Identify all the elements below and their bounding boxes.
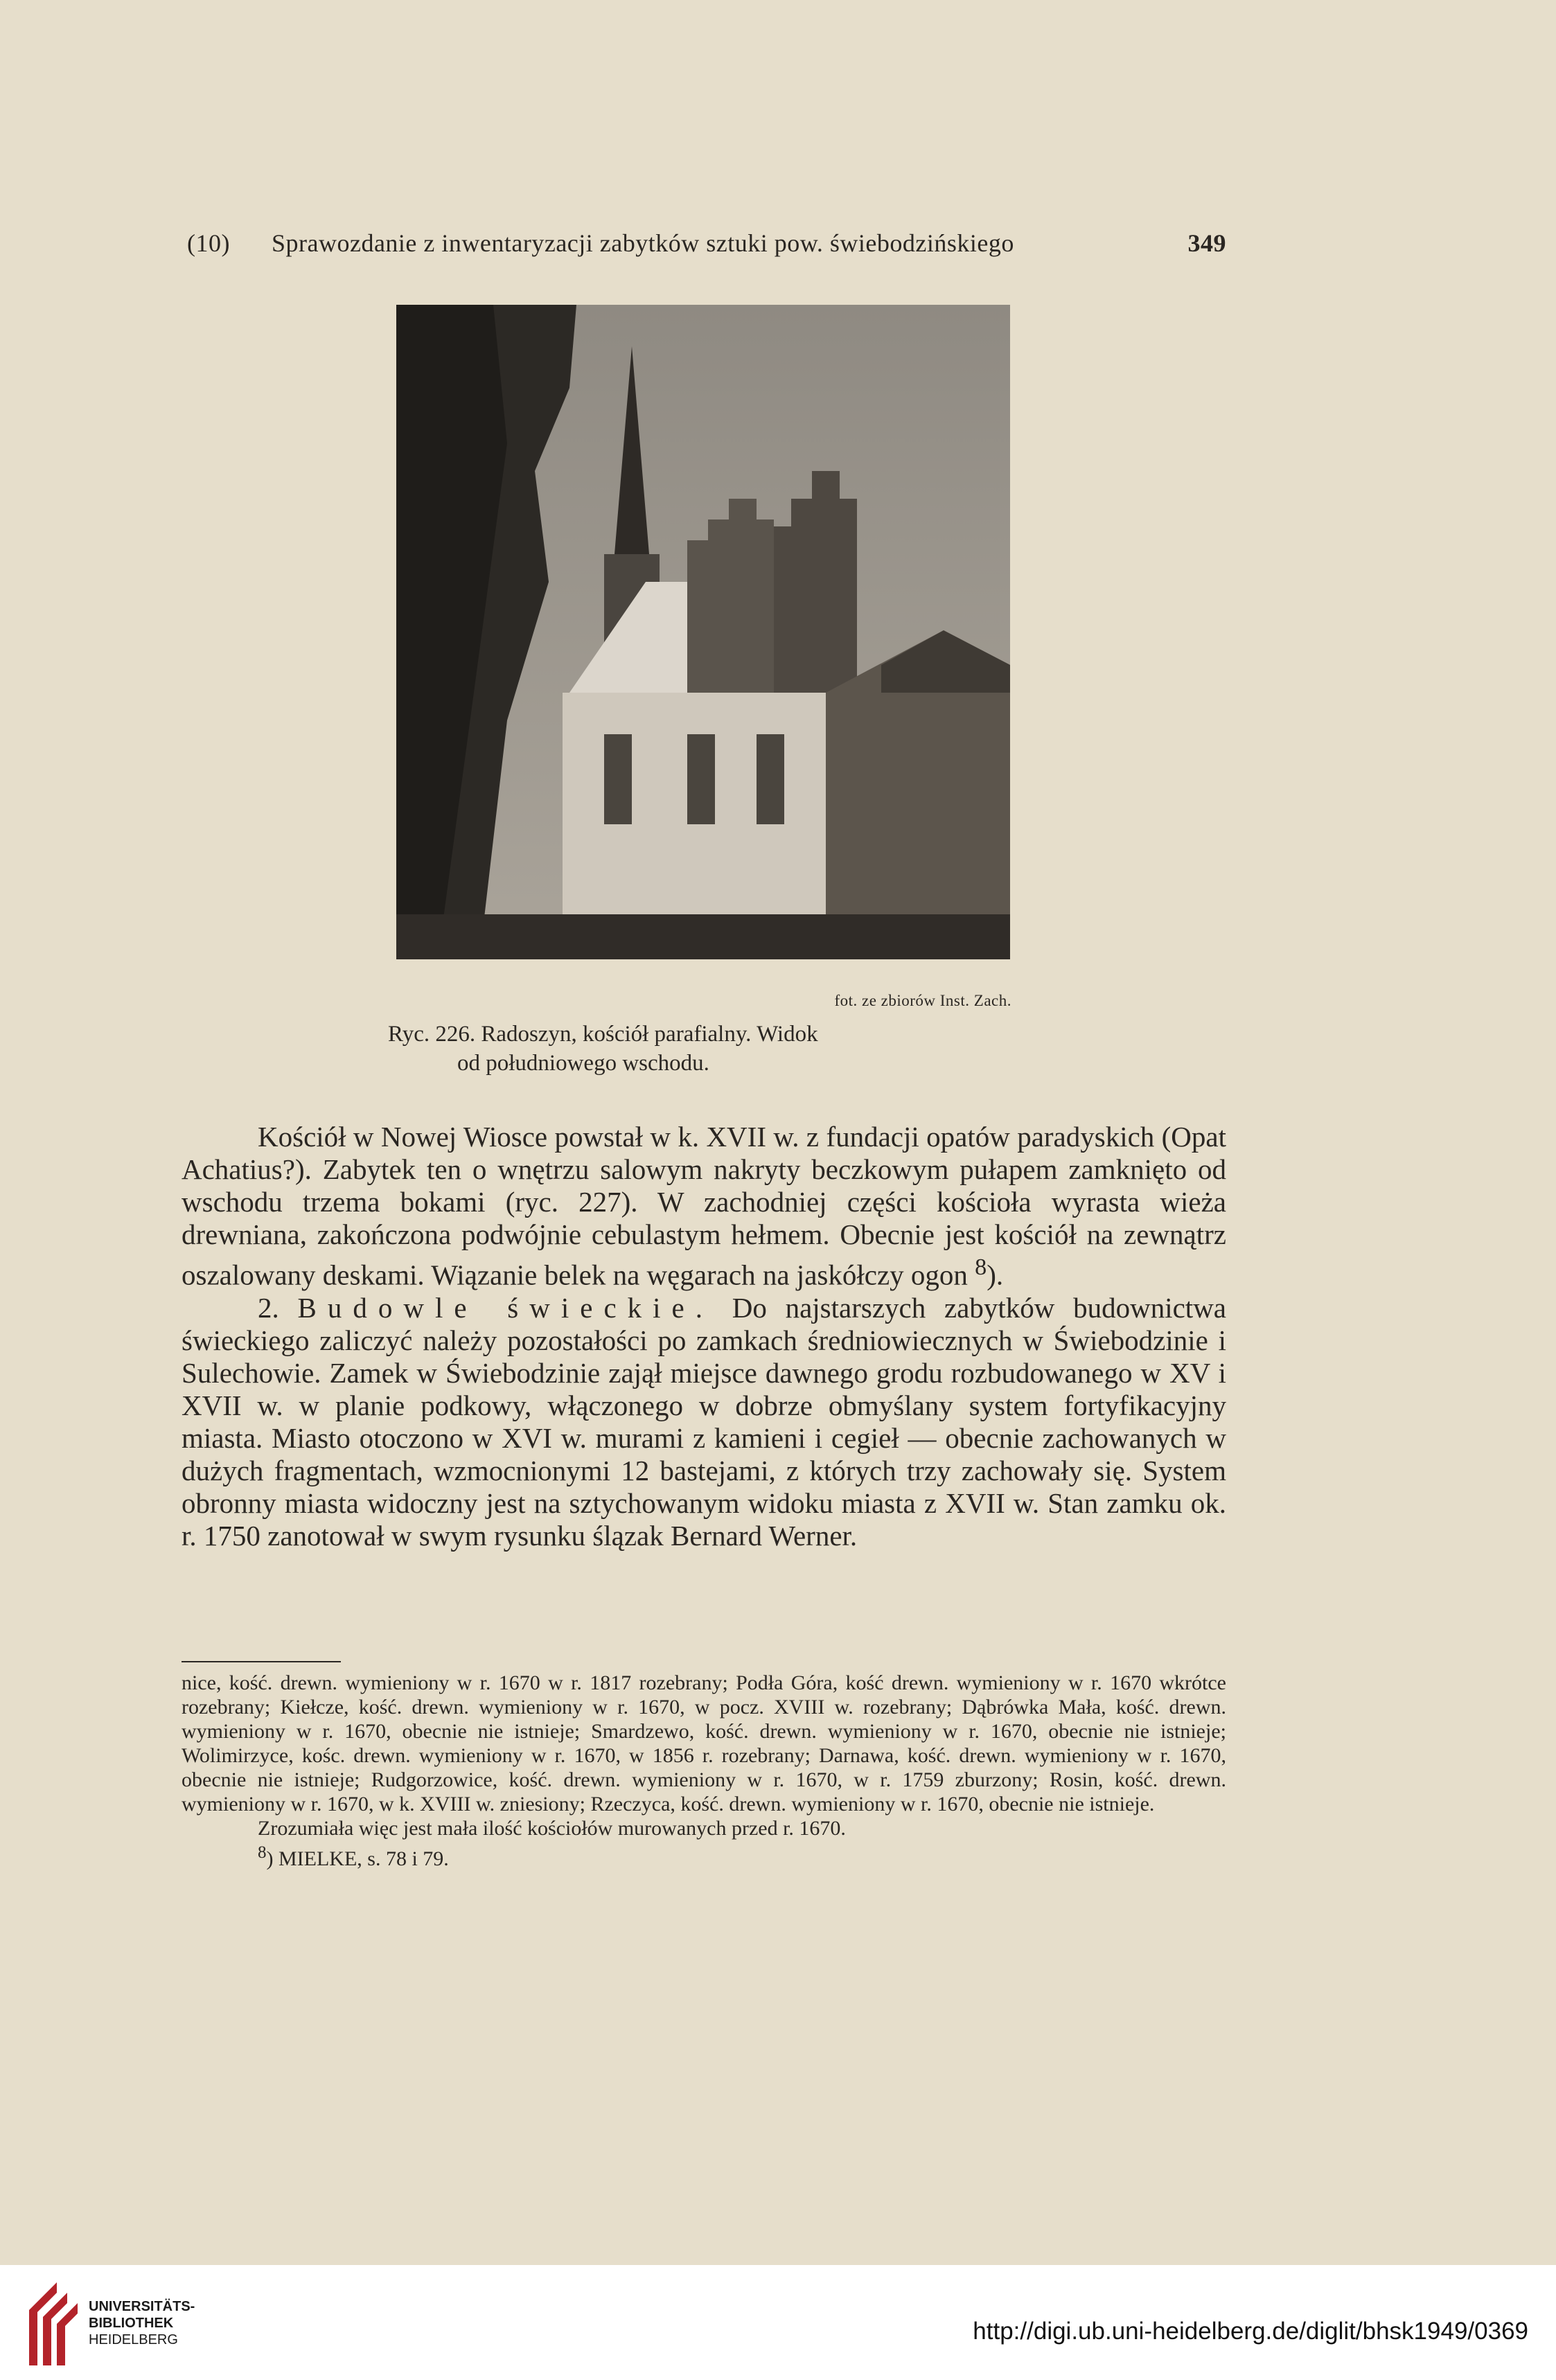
paragraph-1 xyxy=(182,1121,1226,1292)
library-name-line-2: BIBLIOTHEK xyxy=(89,2316,174,2331)
church-illustration xyxy=(396,305,1010,959)
permalink-url[interactable]: http://digi.ub.uni-heidelberg.de/diglit/bhsk1949/0369 xyxy=(973,2318,1528,2345)
running-header xyxy=(187,229,1226,258)
paragraph-2 xyxy=(182,1292,1226,1552)
paragraph-1-end: ). xyxy=(987,1259,1004,1291)
footnote-8 xyxy=(182,1840,1226,1871)
caption-line-1: Ryc. 226. Radoszyn, kościół parafialny. Widok xyxy=(388,1022,818,1047)
photo-credit: fot. ze zbiorów Inst. Zach. xyxy=(834,992,1011,1009)
paragraph-1-text: Kościół w Nowej Wiosce powstał w k. XVII w. z fundacji opatów paradyskich (Opat Achatius?). Zabytek ten o wnętrzu salowym nakryty beczkowym pułapem zamknięto od wschodu trzema bokami (ryc. 227). W zachodniej części kościoła wyrasta wieża drewniana, zakończona podwójnie cebulastym hełmem. Obecnie jest kościół na zewnątrz oszalowany deskami. Wiązanie belek na węgarach na jaskółczy ogon xyxy=(182,1121,1226,1291)
figure-caption xyxy=(388,1020,998,1078)
footnote-8-text: ) MIELKE, s. 78 i 79. xyxy=(266,1847,449,1870)
section-title: Budowle świeckie. xyxy=(297,1291,714,1324)
chapter-number: (10) xyxy=(187,229,230,257)
footnote-remark: Zrozumiała więc jest mała ilość kościołów murowanych przed r. 1670. xyxy=(258,1817,846,1840)
footnote-8-mark: 8 xyxy=(258,1843,267,1862)
library-name xyxy=(89,2298,195,2348)
footnote-ref-8: 8 xyxy=(975,1254,987,1280)
footnotes xyxy=(182,1671,1226,1871)
library-name-line-3: HEIDELBERG xyxy=(89,2332,178,2347)
library-name-line-1: UNIVERSITÄTS- xyxy=(89,2299,195,2314)
running-title: Sprawozdanie z inwentaryzacji zabytków sztuki pow. świebodzińskiego xyxy=(271,229,1014,257)
section-number: 2. xyxy=(258,1291,279,1324)
paragraph-2-text: Do najstarszych zabytków budownictwa świeckiego zaliczyć należy pozostałości po zamkach średniowiecznych w Świebodzinie i Sulechowie. Zamek w Świebodzinie zajął miejsce dawnego grodu rozbudowanego w XV i XVII w. w planie podkowy, włączonego w dobrze obmyślany system fortyfikacyjny miasta. Miasto otoczono w XVI w. murami z kamieni i cegieł — obecnie zachowanych w dużych fragmentach, wzmocnionymi 12 bastejami, z których trzy zachowały się. System obronny miasta widoczny jest na sztychowanym widoku miasta z XVII w. Stan zamku ok. r. 1750 zanotował w swym rysunku ślązak Bernard Werner. xyxy=(182,1291,1227,1552)
caption-line-2: od południowego wschodu. xyxy=(457,1051,709,1076)
page-number: 349 xyxy=(1187,229,1226,257)
body-text xyxy=(182,1121,1226,1552)
footnote-continuation: nice, kość. drewn. wymieniony w r. 1670 w r. 1817 rozebrany; Podła Góra, kość drewn. wymieniony w r. 1670 wkrótce rozebrany; Kiełcze, kość. drewn. wymieniony w r. 1670, w pocz. XVIII w. rozebrany; Dąbrówka Mała, kość. drewn. wymieniony w r. 1670, obecnie nie istnieje; Smardzewo, kość. drewn. wymieniony w r. 1670, obecnie nie istnieje; Wolimirzyce, kośc. drewn. wymieniony w r. 1670, w 1856 r. rozebrany; Darnawa, kość. drewn. wymieniony w r. 1670, obecnie nie istnieje; Rudgorzowice, kość. drewn. wymieniony w r. 1670, w r. 1759 zburzony; Rosin, kość. drewn. wymieniony w r. 1670, w k. XVIII w. zniesiony; Rzeczyca, kość. drewn. wymieniony w r. 1670, obecnie nie istnieje. xyxy=(182,1671,1226,1815)
library-logo-icon xyxy=(15,2279,85,2369)
church-photo xyxy=(396,305,1010,959)
footnote-rule xyxy=(182,1661,341,1662)
